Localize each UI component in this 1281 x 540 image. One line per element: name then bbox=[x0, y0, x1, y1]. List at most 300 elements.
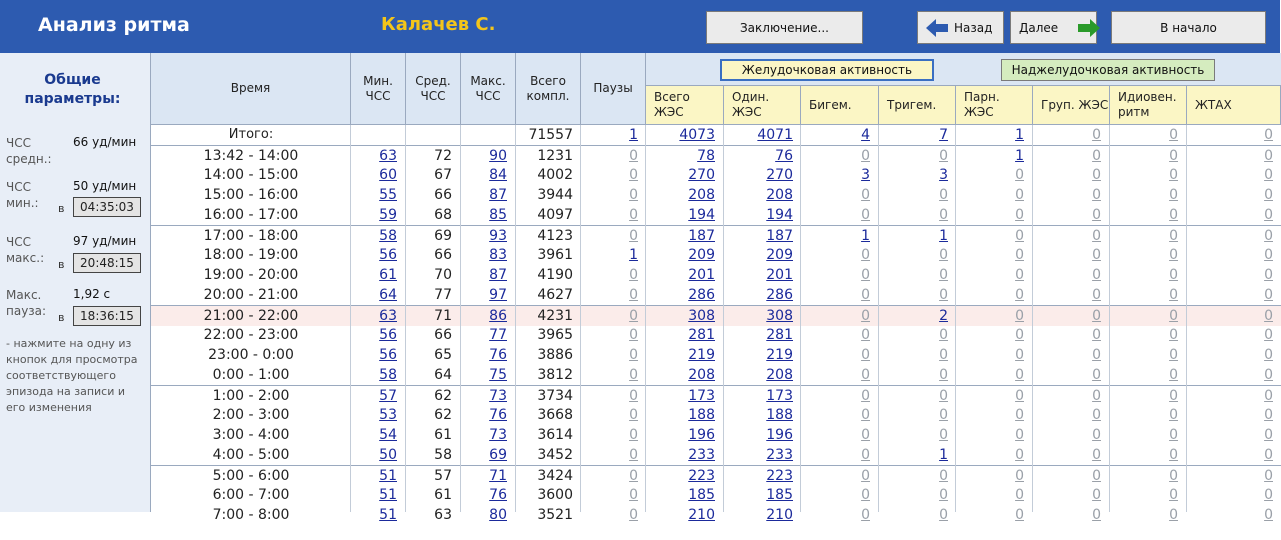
table-row bbox=[151, 445, 1281, 465]
cell-idioventricular: 0 bbox=[1169, 347, 1178, 363]
cell-total-pvc[interactable]: 185 bbox=[688, 487, 715, 503]
cell-vtach: 0 bbox=[1264, 367, 1273, 383]
cell-pauses[interactable]: 1 bbox=[629, 247, 638, 263]
cell-min-hr[interactable]: 56 bbox=[379, 327, 397, 343]
cell-single-pvc[interactable]: 208 bbox=[766, 367, 793, 383]
cell-pauses: 0 bbox=[629, 427, 638, 443]
column-divider bbox=[723, 125, 724, 512]
cell-avg-hr: 64 bbox=[434, 367, 452, 383]
table-row bbox=[151, 145, 1281, 166]
cell-vtach: 0 bbox=[1264, 228, 1273, 244]
cell-total-pvc[interactable]: 209 bbox=[688, 247, 715, 263]
cell-min-hr[interactable]: 56 bbox=[379, 347, 397, 363]
cell-pauses: 0 bbox=[629, 308, 638, 324]
cell-idioventricular: 0 bbox=[1169, 407, 1178, 423]
cell-time: 5:00 - 6:00 bbox=[212, 468, 290, 484]
column-divider bbox=[515, 125, 516, 512]
next-button[interactable] bbox=[1010, 11, 1097, 44]
cell-total: 1231 bbox=[537, 148, 573, 164]
cell-trigeminy: 0 bbox=[939, 187, 948, 203]
col-pauses-header: Паузы bbox=[581, 53, 646, 125]
cell-single-pvc[interactable]: 208 bbox=[766, 187, 793, 203]
hint-text: - нажмите на одну из кнопок для просмотра соответствующего эпизода на записи и его изменения bbox=[6, 337, 138, 414]
cell-group-pvc: 0 bbox=[1092, 347, 1101, 363]
cell-avg-hr: 63 bbox=[434, 507, 452, 523]
column-divider bbox=[955, 125, 956, 512]
back-button[interactable] bbox=[917, 11, 1004, 44]
col-vtach-header: ЖТАХ bbox=[1187, 86, 1281, 125]
cell-bigeminy: 0 bbox=[861, 447, 870, 463]
cell-group-pvc: 0 bbox=[1092, 487, 1101, 503]
col-single-pvc-header: Один. ЖЭС bbox=[724, 86, 801, 125]
cell-pair-pvc: 0 bbox=[1015, 427, 1024, 443]
arrow-right-icon bbox=[1078, 19, 1100, 37]
column-divider bbox=[460, 125, 461, 512]
table-row bbox=[151, 345, 1281, 365]
column-divider bbox=[800, 125, 801, 512]
conclusion-button[interactable] bbox=[706, 11, 863, 44]
cell-idioventricular: 0 bbox=[1169, 247, 1178, 263]
cell-avg-hr: 66 bbox=[434, 247, 452, 263]
cell-pair-pvc: 0 bbox=[1015, 247, 1024, 263]
cell-avg-hr bbox=[406, 125, 452, 145]
cell-bigeminy[interactable]: 3 bbox=[861, 167, 870, 183]
hr-max-time-button[interactable]: 20:48:15 bbox=[73, 253, 141, 273]
cell-group-pvc: 0 bbox=[1092, 507, 1101, 523]
col-group-pvc-header: Груп. ЖЭС bbox=[1033, 86, 1110, 125]
cell-pauses: 0 bbox=[629, 407, 638, 423]
cell-min-hr[interactable]: 55 bbox=[379, 187, 397, 203]
col-avg-hr-header: Сред. ЧСС bbox=[406, 53, 461, 125]
cell-time: 7:00 - 8:00 bbox=[212, 507, 290, 523]
cell-max-hr[interactable]: 76 bbox=[489, 347, 507, 363]
cell-bigeminy: 0 bbox=[861, 148, 870, 164]
cell-avg-hr: 66 bbox=[434, 327, 452, 343]
cell-pair-pvc: 0 bbox=[1015, 327, 1024, 343]
cell-vtach: 0 bbox=[1264, 468, 1273, 484]
cell-total: 4627 bbox=[537, 287, 573, 303]
cell-total-pvc[interactable]: 188 bbox=[688, 407, 715, 423]
cell-max-hr bbox=[461, 125, 507, 145]
cell-total-pvc[interactable]: 233 bbox=[688, 447, 715, 463]
cell-group-pvc: 0 bbox=[1092, 308, 1101, 324]
cell-pauses: 0 bbox=[629, 148, 638, 164]
cell-pair-pvc[interactable]: 1 bbox=[1015, 127, 1024, 143]
cell-pauses[interactable]: 1 bbox=[629, 127, 638, 143]
column-divider bbox=[645, 125, 646, 512]
next-button-label: Далее bbox=[1019, 20, 1059, 35]
cell-idioventricular: 0 bbox=[1169, 468, 1178, 484]
cell-trigeminy[interactable]: 3 bbox=[939, 167, 948, 183]
cell-vtach: 0 bbox=[1264, 287, 1273, 303]
cell-pauses: 0 bbox=[629, 207, 638, 223]
cell-pauses: 0 bbox=[629, 468, 638, 484]
cell-single-pvc[interactable]: 233 bbox=[766, 447, 793, 463]
column-divider bbox=[350, 125, 351, 512]
cell-total-pvc[interactable]: 194 bbox=[688, 207, 715, 223]
cell-min-hr[interactable]: 53 bbox=[379, 407, 397, 423]
cell-avg-hr: 66 bbox=[434, 187, 452, 203]
cell-trigeminy[interactable]: 1 bbox=[939, 228, 948, 244]
cell-total-pvc[interactable]: 173 bbox=[688, 388, 715, 404]
cell-min-hr[interactable]: 51 bbox=[379, 487, 397, 503]
cell-time: 3:00 - 4:00 bbox=[212, 427, 290, 443]
cell-pair-pvc: 0 bbox=[1015, 407, 1024, 423]
cell-vtach: 0 bbox=[1264, 308, 1273, 324]
cell-max-hr[interactable]: 75 bbox=[489, 367, 507, 383]
cell-group-pvc: 0 bbox=[1092, 427, 1101, 443]
cell-group-pvc: 0 bbox=[1092, 127, 1101, 143]
app-title: Анализ ритма bbox=[38, 14, 190, 36]
cell-max-hr[interactable]: 87 bbox=[489, 267, 507, 283]
cell-bigeminy: 0 bbox=[861, 207, 870, 223]
cell-trigeminy[interactable]: 7 bbox=[939, 127, 948, 143]
cell-total: 3734 bbox=[537, 388, 573, 404]
cell-max-hr[interactable]: 76 bbox=[489, 407, 507, 423]
column-divider bbox=[878, 125, 879, 512]
cell-pair-pvc: 0 bbox=[1015, 367, 1024, 383]
cell-pauses: 0 bbox=[629, 507, 638, 523]
cell-single-pvc[interactable]: 308 bbox=[766, 308, 793, 324]
col-idioventricular-header: Идиовен. ритм bbox=[1110, 86, 1187, 125]
cell-avg-hr: 69 bbox=[434, 228, 452, 244]
cell-vtach: 0 bbox=[1264, 327, 1273, 343]
cell-total-pvc[interactable]: 196 bbox=[688, 427, 715, 443]
cell-max-hr[interactable]: 77 bbox=[489, 327, 507, 343]
cell-single-pvc[interactable]: 209 bbox=[766, 247, 793, 263]
cell-idioventricular: 0 bbox=[1169, 388, 1178, 404]
cell-total-pvc[interactable]: 208 bbox=[688, 187, 715, 203]
cell-max-hr[interactable]: 76 bbox=[489, 487, 507, 503]
cell-min-hr[interactable]: 64 bbox=[379, 287, 397, 303]
cell-total-pvc[interactable]: 210 bbox=[688, 507, 715, 523]
cell-bigeminy[interactable]: 1 bbox=[861, 228, 870, 244]
cell-max-hr[interactable]: 85 bbox=[489, 207, 507, 223]
cell-total-pvc[interactable]: 308 bbox=[688, 308, 715, 324]
hr-mean-value: 66 уд/мин bbox=[73, 135, 137, 149]
cell-total: 3424 bbox=[537, 468, 573, 484]
cell-single-pvc[interactable]: 173 bbox=[766, 388, 793, 404]
cell-vtach: 0 bbox=[1264, 267, 1273, 283]
cell-min-hr[interactable]: 60 bbox=[379, 167, 397, 183]
top-bar bbox=[0, 0, 1280, 53]
cell-avg-hr: 62 bbox=[434, 407, 452, 423]
cell-max-hr[interactable]: 71 bbox=[489, 468, 507, 484]
cell-single-pvc[interactable]: 286 bbox=[766, 287, 793, 303]
cell-total-pvc[interactable]: 281 bbox=[688, 327, 715, 343]
pause-label: Макс. пауза: bbox=[6, 288, 47, 318]
cell-avg-hr: 68 bbox=[434, 207, 452, 223]
cell-group-pvc: 0 bbox=[1092, 388, 1101, 404]
cell-pair-pvc: 0 bbox=[1015, 167, 1024, 183]
cell-trigeminy: 0 bbox=[939, 388, 948, 404]
cell-max-hr[interactable]: 90 bbox=[489, 148, 507, 164]
table-row bbox=[151, 185, 1281, 205]
cell-time: 19:00 - 20:00 bbox=[203, 267, 299, 283]
table-row bbox=[151, 505, 1281, 525]
hr-mean-label: ЧСС средн.: bbox=[6, 136, 52, 166]
table-row bbox=[151, 365, 1281, 385]
cell-vtach: 0 bbox=[1264, 407, 1273, 423]
cell-bigeminy[interactable]: 4 bbox=[861, 127, 870, 143]
cell-pair-pvc: 0 bbox=[1015, 207, 1024, 223]
cell-min-hr[interactable]: 51 bbox=[379, 507, 397, 523]
cell-min-hr[interactable]: 57 bbox=[379, 388, 397, 404]
cell-total: 4002 bbox=[537, 167, 573, 183]
cell-total: 3944 bbox=[537, 187, 573, 203]
cell-avg-hr: 71 bbox=[434, 308, 452, 324]
cell-bigeminy: 0 bbox=[861, 367, 870, 383]
cell-bigeminy: 0 bbox=[861, 468, 870, 484]
cell-time: 23:00 - 0:00 bbox=[208, 347, 294, 363]
cell-vtach: 0 bbox=[1264, 447, 1273, 463]
cell-pair-pvc: 0 bbox=[1015, 187, 1024, 203]
cell-trigeminy[interactable]: 1 bbox=[939, 447, 948, 463]
cell-avg-hr: 61 bbox=[434, 487, 452, 503]
cell-group-pvc: 0 bbox=[1092, 468, 1101, 484]
cell-min-hr[interactable]: 50 bbox=[379, 447, 397, 463]
cell-avg-hr: 65 bbox=[434, 347, 452, 363]
cell-pair-pvc: 0 bbox=[1015, 347, 1024, 363]
cell-max-hr[interactable]: 73 bbox=[489, 388, 507, 404]
cell-total-pvc[interactable]: 201 bbox=[688, 267, 715, 283]
cell-single-pvc[interactable]: 187 bbox=[766, 228, 793, 244]
cell-avg-hr: 72 bbox=[434, 148, 452, 164]
cell-total-pvc[interactable]: 187 bbox=[688, 228, 715, 244]
cell-single-pvc[interactable]: 210 bbox=[766, 507, 793, 523]
general-parameters-panel bbox=[0, 53, 150, 512]
cell-bigeminy: 0 bbox=[861, 187, 870, 203]
cell-trigeminy: 0 bbox=[939, 287, 948, 303]
cell-group-pvc: 0 bbox=[1092, 407, 1101, 423]
cell-group-pvc: 0 bbox=[1092, 207, 1101, 223]
cell-total-pvc[interactable]: 223 bbox=[688, 468, 715, 484]
cell-vtach: 0 bbox=[1264, 187, 1273, 203]
cell-max-hr[interactable]: 84 bbox=[489, 167, 507, 183]
cell-min-hr[interactable]: 56 bbox=[379, 247, 397, 263]
col-total-header: Всего компл. bbox=[516, 53, 581, 125]
table-row bbox=[151, 325, 1281, 345]
column-divider bbox=[1109, 125, 1110, 512]
cell-max-hr[interactable]: 69 bbox=[489, 447, 507, 463]
hr-min-value: 50 уд/мин bbox=[73, 179, 137, 193]
cell-avg-hr: 58 bbox=[434, 447, 452, 463]
cell-pauses: 0 bbox=[629, 267, 638, 283]
cell-idioventricular: 0 bbox=[1169, 267, 1178, 283]
cell-idioventricular: 0 bbox=[1169, 287, 1178, 303]
table-row bbox=[151, 405, 1281, 425]
cell-time: 21:00 - 22:00 bbox=[203, 308, 299, 324]
cell-group-pvc: 0 bbox=[1092, 287, 1101, 303]
cell-total: 3614 bbox=[537, 427, 573, 443]
cell-total: 3521 bbox=[537, 507, 573, 523]
cell-min-hr[interactable]: 58 bbox=[379, 228, 397, 244]
cell-group-pvc: 0 bbox=[1092, 247, 1101, 263]
cell-bigeminy: 0 bbox=[861, 247, 870, 263]
cell-vtach: 0 bbox=[1264, 487, 1273, 503]
cell-single-pvc[interactable]: 219 bbox=[766, 347, 793, 363]
patient-name: Калачев С. bbox=[381, 14, 496, 35]
cell-single-pvc[interactable]: 185 bbox=[766, 487, 793, 503]
at-label: в bbox=[58, 311, 65, 324]
cell-bigeminy: 0 bbox=[861, 267, 870, 283]
cell-pair-pvc: 0 bbox=[1015, 287, 1024, 303]
tab-supraventricular-activity[interactable]: Наджелудочковая активность bbox=[1001, 59, 1215, 81]
cell-idioventricular: 0 bbox=[1169, 148, 1178, 164]
cell-trigeminy: 0 bbox=[939, 267, 948, 283]
cell-idioventricular: 0 bbox=[1169, 367, 1178, 383]
cell-time: 22:00 - 23:00 bbox=[203, 327, 299, 343]
cell-single-pvc[interactable]: 194 bbox=[766, 207, 793, 223]
cell-total: 3452 bbox=[537, 447, 573, 463]
cell-group-pvc: 0 bbox=[1092, 267, 1101, 283]
cell-pauses: 0 bbox=[629, 447, 638, 463]
cell-idioventricular: 0 bbox=[1169, 167, 1178, 183]
cell-time: 4:00 - 5:00 bbox=[212, 447, 290, 463]
cell-total: 3812 bbox=[537, 367, 573, 383]
cell-time: 0:00 - 1:00 bbox=[212, 367, 290, 383]
cell-group-pvc: 0 bbox=[1092, 148, 1101, 164]
table-row bbox=[151, 265, 1281, 285]
cell-bigeminy: 0 bbox=[861, 308, 870, 324]
cell-total-pvc[interactable]: 270 bbox=[688, 167, 715, 183]
column-divider bbox=[1032, 125, 1033, 512]
cell-avg-hr: 61 bbox=[434, 427, 452, 443]
cell-avg-hr: 62 bbox=[434, 388, 452, 404]
cell-trigeminy: 0 bbox=[939, 247, 948, 263]
column-divider bbox=[580, 125, 581, 512]
cell-bigeminy: 0 bbox=[861, 407, 870, 423]
cell-bigeminy: 0 bbox=[861, 487, 870, 503]
cell-trigeminy: 0 bbox=[939, 487, 948, 503]
cell-max-hr[interactable]: 93 bbox=[489, 228, 507, 244]
cell-idioventricular: 0 bbox=[1169, 228, 1178, 244]
cell-vtach: 0 bbox=[1264, 167, 1273, 183]
cell-vtach: 0 bbox=[1264, 247, 1273, 263]
cell-max-hr[interactable]: 83 bbox=[489, 247, 507, 263]
cell-single-pvc[interactable]: 223 bbox=[766, 468, 793, 484]
home-button-label: В начало bbox=[1160, 20, 1217, 35]
cell-bigeminy: 0 bbox=[861, 388, 870, 404]
hr-max-label: ЧСС макс.: bbox=[6, 235, 45, 265]
tab-ventricular-activity[interactable]: Желудочковая активность bbox=[720, 59, 934, 81]
table-row bbox=[151, 165, 1281, 185]
cell-idioventricular: 0 bbox=[1169, 127, 1178, 143]
table-row bbox=[151, 305, 1281, 326]
pause-time-button[interactable]: 18:36:15 bbox=[73, 306, 141, 326]
cell-pauses: 0 bbox=[629, 487, 638, 503]
cell-pauses: 0 bbox=[629, 287, 638, 303]
cell-total: 4231 bbox=[537, 308, 573, 324]
cell-total-pvc[interactable]: 4073 bbox=[679, 127, 715, 143]
pause-value: 1,92 с bbox=[73, 287, 111, 301]
cell-single-pvc[interactable]: 4071 bbox=[757, 127, 793, 143]
cell-trigeminy: 0 bbox=[939, 207, 948, 223]
cell-idioventricular: 0 bbox=[1169, 507, 1178, 523]
rhythm-table bbox=[150, 53, 1280, 523]
cell-total-pvc[interactable]: 208 bbox=[688, 367, 715, 383]
table-row bbox=[151, 205, 1281, 225]
cell-pair-pvc[interactable]: 1 bbox=[1015, 148, 1024, 164]
cell-time: 2:00 - 3:00 bbox=[212, 407, 290, 423]
cell-max-hr[interactable]: 80 bbox=[489, 507, 507, 523]
cell-max-hr[interactable]: 87 bbox=[489, 187, 507, 203]
panel-title: Общие параметры: bbox=[24, 72, 121, 107]
cell-single-pvc[interactable]: 188 bbox=[766, 407, 793, 423]
cell-pair-pvc: 0 bbox=[1015, 228, 1024, 244]
col-trigeminy-header: Тригем. bbox=[879, 86, 956, 125]
hr-min-time-button[interactable]: 04:35:03 bbox=[73, 197, 141, 217]
cell-min-hr[interactable]: 59 bbox=[379, 207, 397, 223]
cell-pauses: 0 bbox=[629, 388, 638, 404]
cell-min-hr[interactable]: 63 bbox=[379, 148, 397, 164]
cell-time: 18:00 - 19:00 bbox=[203, 247, 299, 263]
cell-total-pvc[interactable]: 219 bbox=[688, 347, 715, 363]
col-time-header: Время bbox=[151, 53, 351, 125]
cell-group-pvc: 0 bbox=[1092, 228, 1101, 244]
table-row bbox=[151, 245, 1281, 265]
cell-vtach: 0 bbox=[1264, 507, 1273, 523]
cell-trigeminy[interactable]: 2 bbox=[939, 308, 948, 324]
cell-total: 3600 bbox=[537, 487, 573, 503]
cell-avg-hr: 77 bbox=[434, 287, 452, 303]
cell-min-hr[interactable]: 51 bbox=[379, 468, 397, 484]
cell-min-hr[interactable]: 54 bbox=[379, 427, 397, 443]
cell-min-hr bbox=[351, 125, 397, 145]
col-bigeminy-header: Бигем. bbox=[801, 86, 879, 125]
cell-pair-pvc: 0 bbox=[1015, 468, 1024, 484]
cell-single-pvc[interactable]: 270 bbox=[766, 167, 793, 183]
cell-idioventricular: 0 bbox=[1169, 327, 1178, 343]
cell-max-hr[interactable]: 97 bbox=[489, 287, 507, 303]
cell-trigeminy: 0 bbox=[939, 148, 948, 164]
column-divider bbox=[405, 125, 406, 512]
cell-bigeminy: 0 bbox=[861, 327, 870, 343]
cell-vtach: 0 bbox=[1264, 427, 1273, 443]
cell-single-pvc[interactable]: 196 bbox=[766, 427, 793, 443]
cell-max-hr[interactable]: 86 bbox=[489, 308, 507, 324]
arrow-left-icon bbox=[926, 19, 948, 37]
cell-single-pvc[interactable]: 76 bbox=[775, 148, 793, 164]
cell-vtach: 0 bbox=[1264, 127, 1273, 143]
table-row bbox=[151, 385, 1281, 406]
cell-total: 71557 bbox=[528, 127, 573, 143]
home-button[interactable] bbox=[1111, 11, 1266, 44]
cell-min-hr[interactable]: 63 bbox=[379, 308, 397, 324]
cell-group-pvc: 0 bbox=[1092, 187, 1101, 203]
cell-single-pvc[interactable]: 281 bbox=[766, 327, 793, 343]
cell-total: 3961 bbox=[537, 247, 573, 263]
cell-time: 13:42 - 14:00 bbox=[203, 148, 299, 164]
cell-min-hr[interactable]: 58 bbox=[379, 367, 397, 383]
col-total-pvc-header: Всего ЖЭС bbox=[646, 86, 724, 125]
hr-max-value: 97 уд/мин bbox=[73, 234, 137, 248]
cell-idioventricular: 0 bbox=[1169, 308, 1178, 324]
cell-total-pvc[interactable]: 78 bbox=[697, 148, 715, 164]
cell-trigeminy: 0 bbox=[939, 468, 948, 484]
table-row bbox=[151, 465, 1281, 486]
cell-total: 3965 bbox=[537, 327, 573, 343]
cell-total: 4097 bbox=[537, 207, 573, 223]
cell-single-pvc[interactable]: 201 bbox=[766, 267, 793, 283]
cell-min-hr[interactable]: 61 bbox=[379, 267, 397, 283]
cell-total-pvc[interactable]: 286 bbox=[688, 287, 715, 303]
cell-max-hr[interactable]: 73 bbox=[489, 427, 507, 443]
cell-group-pvc: 0 bbox=[1092, 327, 1101, 343]
cell-pair-pvc: 0 bbox=[1015, 487, 1024, 503]
cell-vtach: 0 bbox=[1264, 388, 1273, 404]
at-label: в bbox=[58, 202, 65, 215]
